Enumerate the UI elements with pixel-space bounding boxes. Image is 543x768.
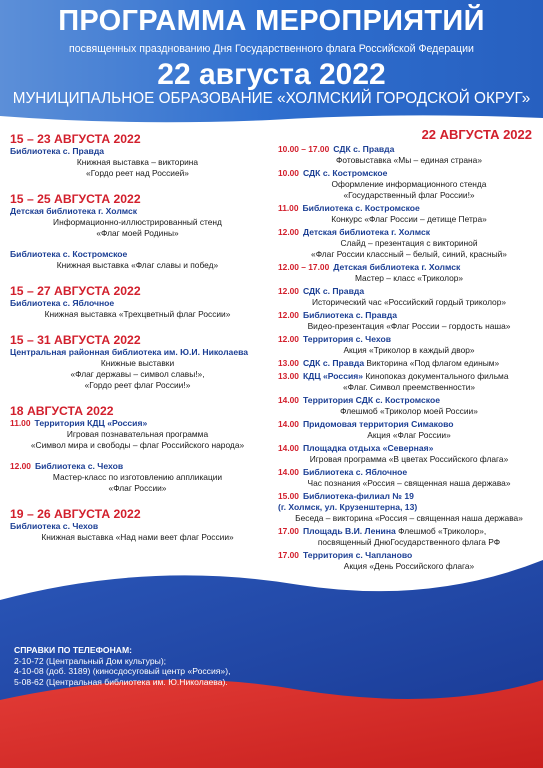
event-description: Конкурс «Флаг России – детище Петра» [331,214,487,224]
event-place: Детская библиотека г. Холмск [10,206,138,216]
event-place: Площадь В.И. Ленина [302,526,396,536]
event-place: Библиотека-филиал № 19 [302,491,414,501]
event-time: 11.00 [10,418,31,428]
contacts-heading: СПРАВКИ ПО ТЕЛЕФОНАМ: [14,645,133,655]
event-description: «Флаг моей Родины» [96,228,179,238]
event-time: 10.00 – 17.00 [278,144,330,154]
event-entry [278,419,540,441]
event-time: 14.00 [278,395,299,405]
event-time: 14.00 [278,467,299,477]
event-entry [10,418,265,451]
event-place-line [278,144,540,155]
event-description: Флешмоб «Триколор», [395,526,487,536]
event-entry [10,249,265,271]
event-place-line [278,395,540,406]
event-place: Площадка отдыха «Северная» [302,443,434,453]
event-entry [278,144,540,166]
event-time: 17.00 [278,526,299,536]
event-place-line [278,262,540,273]
event-description: Акция «День Российского флага» [343,561,475,571]
event-description: Мастер – класс «Триколор» [354,273,464,283]
event-entry [278,227,540,260]
event-place-line [278,168,540,179]
event-place: Территория КДЦ «Россия» [34,418,148,428]
event-description: «Флаг России» [108,483,167,493]
event-place: Центральная районная библиотека им. Ю.И. Николаева [10,347,249,357]
event-entry [10,521,265,543]
date-range-heading: 15 – 27 АВГУСТА 2022 [10,284,141,298]
event-entry [278,168,540,201]
event-entry [278,443,540,465]
left-column [10,128,265,543]
event-entry [10,347,265,391]
event-entry [278,371,540,393]
event-entry [278,203,540,225]
event-place-line [10,347,265,358]
event-place-line [278,550,540,561]
event-place-line [10,521,265,532]
event-place: Библиотека с. Яблочное [10,298,115,308]
event-time: 11.00 [278,203,299,213]
event-entry [278,334,540,356]
event-place: СДК с. Правда [302,286,365,296]
event-description: «Государственный флаг России!» [343,190,475,200]
event-time: 10.00 [278,168,299,178]
date-range-heading: 15 – 31 АВГУСТА 2022 [10,333,141,347]
event-description: Исторический час «Российский гордый триколор» [311,297,507,307]
event-place: Территория СДК с. Костромское [302,395,441,405]
event-description: Мастер-класс по изготовлению аппликации [52,472,223,482]
event-entry [278,358,540,369]
event-description: Флешмоб «Триколор моей России» [340,406,478,416]
event-description: посвященный ДнюГосударственного флага РФ [317,537,501,547]
event-description: «Флаг державы – символ славы!», [70,369,205,379]
event-description: Книжная выставка «Флаг славы и побед» [56,260,219,270]
event-time: 12.00 [278,310,299,320]
event-place: Библиотека с. Правда [302,310,398,320]
page-subtitle: посвященных празднованию Дня Государственного флага Российской Федерации [69,43,474,55]
event-time: 14.00 [278,419,299,429]
event-place-line [278,491,540,502]
event-place: Детская библиотека г. Холмск [302,227,431,237]
right-column [278,128,540,572]
event-entry [278,286,540,308]
page-title: ПРОГРАММА МЕРОПРИЯТИЙ [58,5,485,37]
event-place: КДЦ «Россия» [302,371,364,381]
event-entry [10,298,265,320]
event-time: 12.00 [278,286,299,296]
event-description: Акция «Триколор в каждый двор» [343,345,475,355]
event-description: Игровая познавательная программа [66,429,209,439]
event-description: Акция «Флаг России» [367,430,451,440]
event-description: Книжные выставки [100,358,175,368]
event-description: Викторина «Под флагом единым» [364,358,500,368]
event-time: 15.00 [278,491,299,501]
event-place-line [278,526,540,537]
event-entry [278,467,540,489]
event-place-line [10,146,265,157]
event-place-line [278,310,540,321]
event-place-line [278,358,540,369]
event-description: Фотовыставка «Мы – единая страна» [335,155,482,165]
date-range-heading: 18 АВГУСТА 2022 [10,404,114,418]
event-place: Территория с. Чехов [302,334,391,344]
event-time: 12.00 [278,334,299,344]
date-range-heading: 19 – 26 АВГУСТА 2022 [10,507,141,521]
event-place-line [278,334,540,345]
event-entry [278,526,540,548]
date-range-heading: 15 – 23 АВГУСТА 2022 [10,132,141,146]
event-time: 13.00 [278,358,299,368]
event-place-line [278,227,540,238]
event-place: Придомовая территория Симаково [302,419,454,429]
event-place-line [10,461,265,472]
event-place-line [10,418,265,429]
event-place-line [278,443,540,454]
event-time: 14.00 [278,443,299,453]
event-entry [278,550,540,572]
event-place-line [278,419,540,430]
event-description: «Флаг. Символ преемственности» [342,382,476,392]
event-description: «Флаг России классный – белый, синий, красный» [311,249,507,259]
event-description: «Символ мира и свободы – флаг Российского народа» [30,440,245,450]
event-place: Библиотека с. Чехов [10,521,99,531]
event-date: 22 августа 2022 [157,58,386,91]
event-place: Библиотека с. Чехов [34,461,124,471]
contact-line: 4-10-08 (доб. 3189) (киносдосуговый центр «Россия»), [14,666,231,677]
event-place-line [278,286,540,297]
event-description: Книжная выставка – викторина [76,157,199,167]
event-place: Библиотека с. Яблочное [302,467,408,477]
event-place: Территория с. Чапланово [302,550,413,560]
event-entry [10,146,265,179]
event-place: Библиотека с. Правда [10,146,105,156]
event-description: Беседа – викторина «Россия – священная наша держава» [295,513,523,523]
event-description: Кинопоказ документального фильма [363,371,509,381]
event-description: Оформление информационного стенда [331,179,487,189]
contacts-footer [14,645,314,687]
event-place-line [278,371,540,382]
event-entry [278,310,540,332]
event-address: (г. Холмск, ул. Крузенштерна, 13) [278,502,418,512]
date-range-heading: 15 – 25 АВГУСТА 2022 [10,192,141,206]
event-place: СДК с. Правда [302,358,365,368]
event-entry [10,461,265,494]
event-time: 17.00 [278,550,299,560]
event-entry [10,206,265,239]
event-description: Книжная выставка «Над нами веет флаг России» [41,532,234,542]
event-place-line [278,467,540,478]
event-time: 12.00 – 17.00 [278,262,330,272]
event-place: СДК с. Правда [333,144,395,154]
event-place: Библиотека с. Костромское [10,249,128,259]
event-description: Час познания «Россия – священная наша держава» [307,478,511,488]
event-time: 13.00 [278,371,299,381]
event-place-line [10,206,265,217]
event-place-line [10,249,265,260]
event-entry [278,262,540,284]
day-heading: 22 АВГУСТА 2022 [421,127,532,142]
contact-line: 5-08-62 (Центральная библиотека им. Ю.Николаева). [14,676,228,687]
event-entry [278,491,540,524]
event-place-line [278,203,540,214]
event-time: 12.00 [278,227,299,237]
municipality-name: МУНИЦИПАЛЬНОЕ ОБРАЗОВАНИЕ «ХОЛМСКИЙ ГОРОДСКОЙ ОКРУГ» [12,90,531,107]
event-place: Детская библиотека г. Холмск [333,262,461,272]
event-description: «Гордо реет флаг России!» [84,380,191,390]
contact-line: 2-10-72 (Центральный Дом культуры); [14,655,167,666]
event-place-line [10,298,265,309]
event-entry [278,395,540,417]
event-description: Книжная выставка «Трехцветный флаг России» [44,309,231,319]
event-description: Видео-презентация «Флаг России – гордость наша» [307,321,511,331]
event-time: 12.00 [10,461,31,471]
event-description: «Гордо реет над Россией» [86,168,189,178]
event-description: Информационно-иллюстрированный стенд [53,217,222,227]
event-description: Игровая программа «В цветах Российского флага» [309,454,509,464]
event-description: Слайд – презентация с викториной [340,238,478,248]
event-place: СДК с. Костромское [302,168,388,178]
event-place: Библиотека с. Костромское [302,203,420,213]
